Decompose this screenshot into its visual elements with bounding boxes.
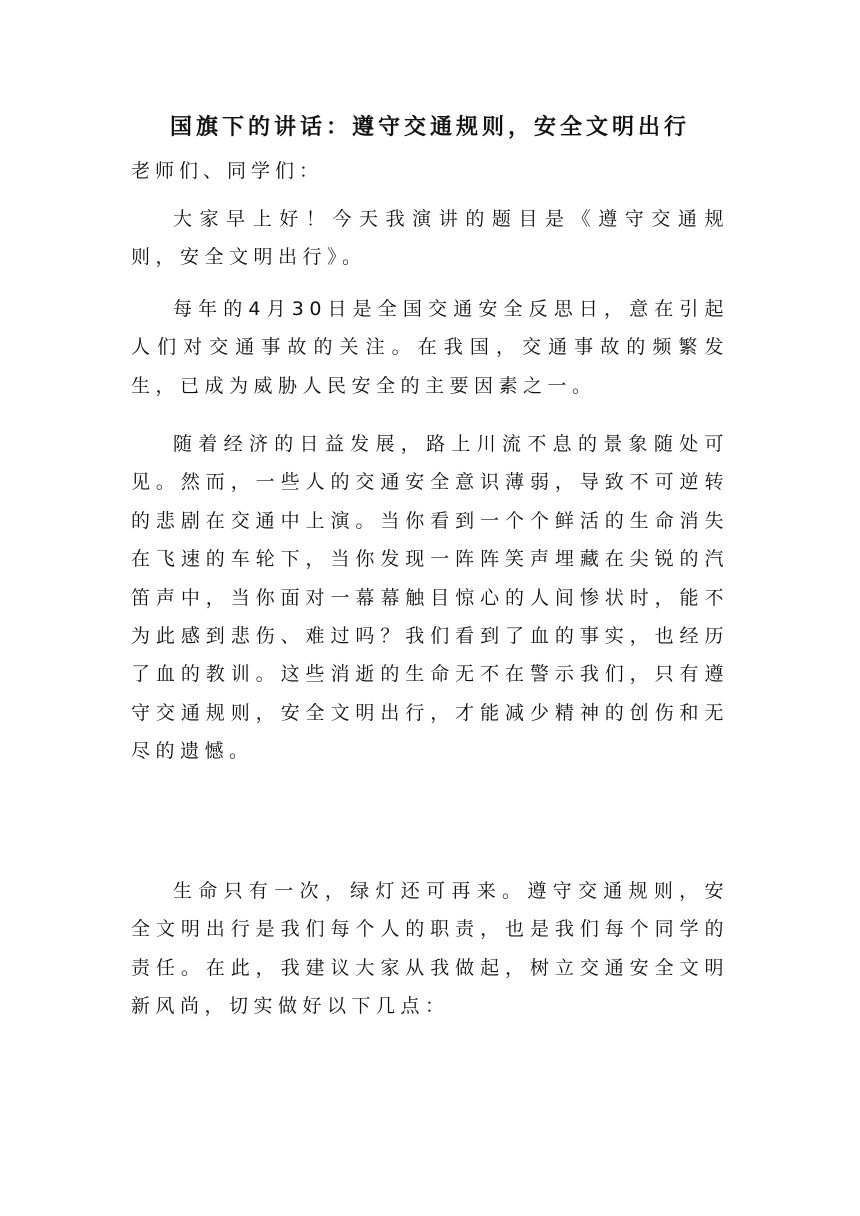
paragraph-greeting: 大家早上好！今天我演讲的题目是《遵守交通规则，安全文明出行》。 [131, 208, 729, 269]
paragraph-tragedies: 随着经济的日益发展，路上川流不息的景象随处可见。然而，一些人的交通安全意识薄弱，导致不可逆转的悲剧在交通中上演。当你看到一个个鲜活的生命消失在飞速的车轮下，当你发现一阵阵笑声埋藏在尖锐的汽笛声中，当你面对一幕幕触目惊心的人间惨状时，能不为此感到悲伤、难过吗？我们看到了血的事实，也经历了血的教训。这些消逝的生命无不在警示我们，只有遵守交通规则，安全文明出行，才能减少精神的创伤和无尽的遗憾。 [131, 433, 729, 763]
paragraph-reflection-day: 每年的4月30日是全国交通安全反思日，意在引起人们对交通事故的关注。在我国，交通事故的频繁发生，已成为威胁人民安全的主要因素之一。 [131, 298, 729, 397]
salutation: 老师们、同学们： [131, 160, 324, 182]
document-title: 国旗下的讲话：遵守交通规则，安全文明出行 [169, 115, 690, 140]
paragraph-proposal: 生命只有一次，绿灯还可再来。遵守交通规则，安全文明出行是我们每个人的职责，也是我们每个同学的责任。在此，我建议大家从我做起，树立交通安全文明新风尚，切实做好以下几点： [131, 880, 729, 1018]
